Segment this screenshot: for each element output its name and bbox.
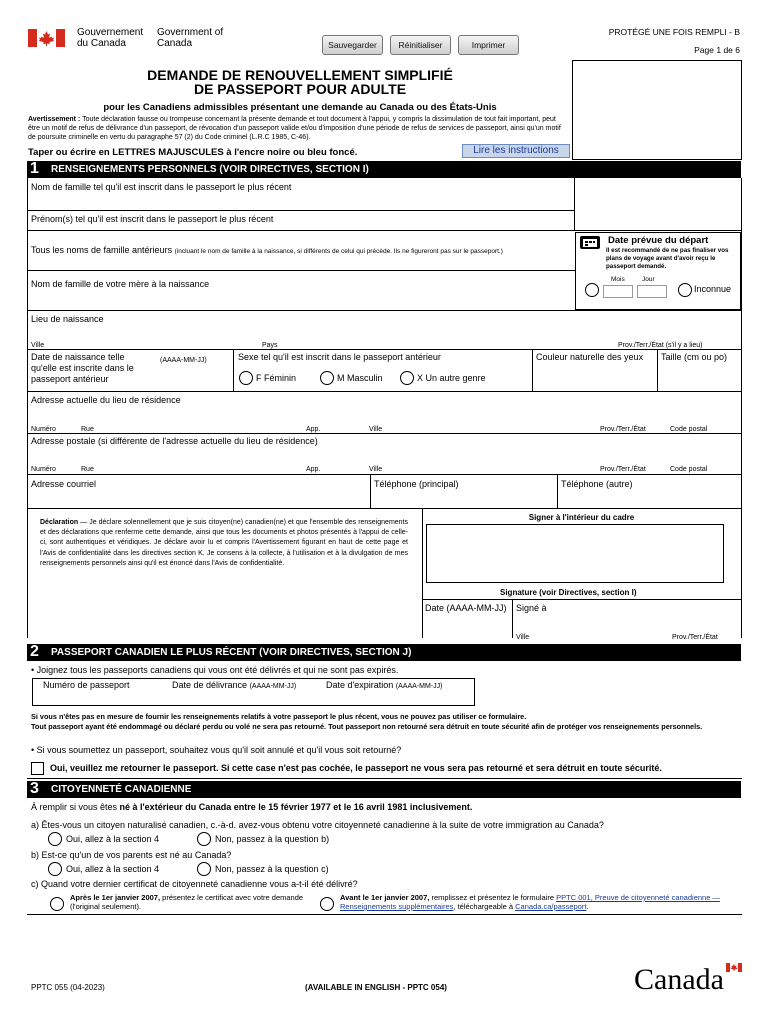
expiry-date-label	[326, 680, 442, 691]
type-note: Taper ou écrire en LETTRES MAJUSCULES à l'encre noire ou bleu foncé.	[28, 147, 358, 158]
previous-names-label	[31, 245, 576, 256]
right-border	[741, 178, 742, 638]
birthplace-label: Lieu de naissance	[31, 314, 104, 324]
qb-yes-radio[interactable]	[48, 862, 62, 876]
divider	[27, 508, 742, 509]
section-1-title: RENSEIGNEMENTS PERSONNELS (VOIR DIRECTIVES, SECTION I)	[51, 164, 369, 175]
home-address-label: Adresse actuelle du lieu de résidence	[31, 395, 181, 405]
section-2-header	[27, 644, 741, 661]
qc-after-radio[interactable]	[50, 897, 64, 911]
warning-label: Avertissement :	[28, 116, 81, 123]
form-title-line2: DE PASSEPORT POUR ADULTE	[193, 81, 407, 97]
divider	[27, 474, 742, 475]
home-postal: Code postal	[670, 426, 708, 433]
travel-date-note: Il est recommandé de ne pas finaliser vos plans de voyage avant d'avoir reçu le passeport demandé.	[606, 247, 729, 270]
surname-input[interactable]	[28, 194, 574, 210]
declaration-text	[40, 518, 408, 569]
sex-label: Sexe tel qu'il est inscrit dans le passeport antérieur	[238, 352, 441, 362]
question-c: c) Quand votre dernier certificat de citoyenneté canadienne vous a-t-il été délivré?	[31, 879, 358, 889]
before-rest: remplissez et présentez le formulaire	[431, 893, 555, 902]
gov-name-en: Government of Canada	[157, 27, 224, 49]
citizenship-intro	[31, 802, 731, 813]
canada-wordmark-text: Canada	[634, 963, 724, 996]
mail-ville: Ville	[369, 466, 383, 473]
question-b: b) Est-ce qu'un de vos parents est né au Canada?	[31, 850, 232, 860]
mail-numero: Numéro	[31, 466, 56, 473]
intro-text: À remplir si vous êtes	[31, 802, 120, 812]
section-1-header	[27, 161, 741, 178]
qc-after-text	[70, 893, 310, 911]
divider	[657, 349, 658, 391]
dob-format: (AAAA-MM-JJ)	[160, 357, 207, 364]
after-rest: présentez le certificat avec votre demande (l'original seulement).	[70, 893, 304, 911]
passport-site-link[interactable]: Canada.ca/passeport	[515, 902, 587, 911]
form-subtitle: pour les Canadiens admissibles présentant une demande au Canada ou des États-Unis	[103, 102, 497, 113]
left-border	[27, 178, 28, 638]
passport-number-label: Numéro de passeport	[43, 680, 130, 690]
mail-address-label: Adresse postale (si différente de l'adresse actuelle du lieu de résidence)	[31, 436, 318, 446]
phone-main-label: Téléphone (principal)	[374, 479, 459, 489]
day-input[interactable]	[637, 285, 667, 298]
height-label: Taille (cm ou po)	[661, 352, 728, 362]
section-1-number: 1	[30, 160, 39, 177]
qc-before-text: Avant le 1er janvier 2007, remplissez et présentez le formulaire PPTC 001, Preuve de citoyenneté canadienne — Renseignements supplémentaires, téléchargeable à Canada.ca/passeport.	[340, 893, 720, 911]
issue-date-format: (AAAA-MM-JJ)	[249, 683, 297, 690]
qb-no-label: Non, passez à la question c)	[215, 864, 329, 874]
divider	[27, 210, 574, 211]
divider	[27, 914, 742, 915]
birth-city-label: Ville	[31, 342, 45, 349]
divider	[27, 778, 742, 779]
sign-date-label: Date (AAAA-MM-JJ)	[425, 603, 507, 613]
given-names-label: Prénom(s) tel qu'il est inscrit dans le passeport le plus récent	[31, 214, 274, 224]
divider	[27, 349, 742, 350]
issue-date-text: Date de délivrance	[172, 680, 248, 690]
return-passport-label: Oui, veuillez me retourner le passeport. Si cette case n'est pas cochée, le passeport ne vous sera pas retourné et sera détruit en toute sécurité.	[50, 763, 662, 773]
section-2-title: PASSEPORT CANADIEN LE PLUS RÉCENT (VOIR DIRECTIVES, SECTION J)	[51, 647, 412, 658]
qc-before-radio[interactable]	[320, 897, 334, 911]
previous-names-note: (incluant le nom de famille à la naissance, si différents de celui qui précède. Ils ne figureront pas sur le passeport.)	[174, 248, 503, 255]
mail-rue: Rue	[81, 466, 94, 473]
flag-icon	[28, 29, 65, 47]
mother-name-input[interactable]	[28, 292, 574, 308]
canada-flag-logo	[28, 29, 65, 47]
birth-province-label: Prov./Terr./État (s'il y a lieu)	[618, 342, 703, 349]
section-3-number: 3	[30, 780, 39, 797]
passport-bullet: • Joignez tous les passeports canadiens qui vous ont été délivrés et qui ne sont pas expirés.	[31, 665, 399, 675]
calendar-icon	[580, 236, 600, 249]
email-label: Adresse courriel	[31, 479, 97, 489]
home-prov: Prov./Terr./État	[600, 426, 646, 433]
sex-male-label: M Masculin	[337, 373, 383, 383]
home-app: App.	[306, 426, 321, 433]
question-a: a) Êtes-vous un citoyen naturalisé canadien, c.-à-d. avez-vous obtenu votre citoyenneté canadienne à la suite de votre immigration au Canada?	[31, 820, 604, 830]
divider	[422, 508, 423, 638]
divider	[532, 349, 533, 391]
month-label: Mois	[611, 276, 625, 283]
office-use-box	[572, 60, 742, 160]
signed-at-label: Signé à	[516, 603, 547, 613]
sign-city-label: Ville	[516, 634, 530, 641]
divider	[27, 270, 575, 271]
divider	[233, 349, 234, 391]
divider	[557, 474, 558, 508]
save-button[interactable]: Sauvegarder	[322, 35, 383, 55]
form-title-line1: DEMANDE DE RENOUVELLEMENT SIMPLIFIÉ	[147, 67, 453, 83]
eye-color-label: Couleur naturelle des yeux	[536, 352, 644, 362]
unknown-radio[interactable]	[678, 283, 692, 297]
qb-yes-label: Oui, allez à la section 4	[66, 864, 160, 874]
warning-body: Toute déclaration fausse ou trompeuse concernant la présente demande et tout document à l'appui, y compris la dissimulation de tout fait important, peut être un motif de refus de délivrance d'un passeport, de révocation d'un passeport valide et/ou d'imposition d'une période de refus de services de passeport, ainsi qu'un motif de poursuite criminelle en vertu du paragraphe 57 (2) du Code criminel (L.R.C 1985, C-46).	[28, 116, 561, 141]
signature-box[interactable]	[426, 524, 724, 583]
signature-label: Signature (voir Directives, section I)	[500, 588, 637, 597]
sex-male-radio[interactable]	[320, 371, 334, 385]
sex-other-radio[interactable]	[400, 371, 414, 385]
sex-female-label: F Féminin	[256, 373, 297, 383]
expiry-date-text: Date d'expiration	[326, 680, 394, 690]
travel-date-radio[interactable]	[585, 283, 599, 297]
sign-inside-label: Signer à l'intérieur du cadre	[528, 513, 635, 522]
passport-note-2: Tout passeport ayant été endommagé ou déclaré perdu ou volé ne sera pas retourné. Tout passeport non retourné sera détruit en toute sécurité afin de protéger vos renseignements personnels.	[31, 722, 703, 731]
before-bold: Avant le 1er janvier 2007,	[340, 893, 430, 902]
section-3-title: CITOYENNETÉ CANADIENNE	[51, 784, 192, 795]
mail-prov: Prov./Terr./État	[600, 466, 646, 473]
passport-note-1: Si vous n'êtes pas en mesure de fournir les renseignements relatifs à votre passeport le plus récent, vous ne pouvez pas utiliser ce formulaire.	[31, 712, 527, 721]
passport-number-input[interactable]	[34, 693, 164, 705]
expiry-date-format: (AAAA-MM-JJ)	[395, 683, 443, 690]
day-label: Jour	[642, 276, 655, 283]
month-input[interactable]	[603, 285, 633, 298]
before-tail: , téléchargeable à	[453, 902, 514, 911]
surname-label: Nom de famille tel qu'il est inscrit dans le passeport le plus récent	[31, 182, 292, 192]
instructions-link[interactable]: Lire les instructions	[462, 144, 570, 158]
previous-names-input[interactable]	[28, 258, 574, 270]
divider	[512, 599, 513, 638]
mail-postal: Code postal	[670, 466, 708, 473]
declaration-label: Déclaration	[40, 519, 79, 526]
print-button[interactable]: Imprimer	[458, 35, 519, 55]
form-code: PPTC 055 (04-2023)	[31, 983, 105, 992]
section-2-number: 2	[30, 643, 39, 660]
qa-no-radio[interactable]	[197, 832, 211, 846]
birth-country-label: Pays	[262, 342, 278, 349]
page-number: Page 1 de 6	[694, 45, 740, 55]
expiry-date-input[interactable]	[324, 693, 474, 705]
divider	[27, 433, 742, 434]
sex-other-label: X Un autre genre	[417, 373, 486, 383]
home-numero: Numéro	[31, 426, 56, 433]
qb-no-radio[interactable]	[197, 862, 211, 876]
protected-label: PROTÉGÉ UNE FOIS REMPLI - B	[608, 27, 740, 37]
qa-no-label: Non, passez à la question b)	[215, 834, 330, 844]
travel-date-title: Date prévue du départ	[608, 235, 709, 246]
gov-name-fr: Gouvernement du Canada	[77, 27, 144, 49]
divider	[27, 391, 742, 392]
qa-yes-label: Oui, allez à la section 4	[66, 834, 160, 844]
section-3-header	[27, 781, 741, 798]
divider	[422, 599, 742, 600]
divider	[574, 178, 575, 230]
home-rue: Rue	[81, 426, 94, 433]
issue-date-label	[172, 680, 296, 691]
qa-yes-radio[interactable]	[48, 832, 62, 846]
divider	[27, 230, 742, 231]
wordmark-flag-icon	[726, 963, 742, 972]
dob-label: Date de naissance telle qu'elle est inscrite dans le passeport antérieur	[31, 352, 134, 384]
unknown-label: Inconnue	[694, 284, 732, 294]
divider	[370, 474, 371, 508]
canada-wordmark	[634, 963, 744, 995]
sex-female-radio[interactable]	[239, 371, 253, 385]
divider	[27, 310, 742, 311]
sign-prov-label: Prov./Terr./État	[672, 634, 718, 641]
reset-button[interactable]: Réinitialiser	[390, 35, 451, 55]
intro-bold: né à l'extérieur du Canada entre le 15 février 1977 et le 16 avril 1981 inclusivement.	[119, 802, 473, 812]
home-ville: Ville	[369, 426, 383, 433]
issue-date-input[interactable]	[170, 693, 320, 705]
phone-other-label: Téléphone (autre)	[561, 479, 633, 489]
given-names-input[interactable]	[28, 226, 574, 242]
mail-app: App.	[306, 466, 321, 473]
return-passport-checkbox[interactable]	[31, 762, 44, 775]
english-version-note: (AVAILABLE IN ENGLISH - PPTC 054)	[305, 983, 447, 992]
warning-text	[28, 115, 568, 142]
after-bold: Après le 1er janvier 2007,	[70, 893, 161, 902]
passport-return-question: • Si vous soumettez un passeport, souhaitez vous qu'il soit annulé et qu'il vous soit retourné?	[31, 745, 402, 755]
previous-names-text: Tous les noms de famille antérieurs	[31, 245, 173, 255]
pptc001-link[interactable]: PPTC 001, Preuve de citoyenneté canadienne — Renseignements supplémentaires	[340, 893, 720, 911]
mother-name-label: Nom de famille de votre mère à la naissance	[31, 279, 210, 289]
declaration-body: — Je déclare solennellement que je suis citoyen(ne) canadien(ne) et que l'ensemble des renseignements et des déclarations que renferme cette demande, ainsi que tous les documents et photos présentés à l'appui de celle-ci, sont authentiques et véridiques. Je déclare avoir lu et compris l'Avertissement figurant en haut de cette page et l'Avis de confidentialité dans les directives section K. Je consens à la collecte, à l'utilisation et à la divulgation de mes renseignements personnels ainsi qu'il est énoncé dans l'Avis de confidentialité.	[40, 519, 408, 567]
